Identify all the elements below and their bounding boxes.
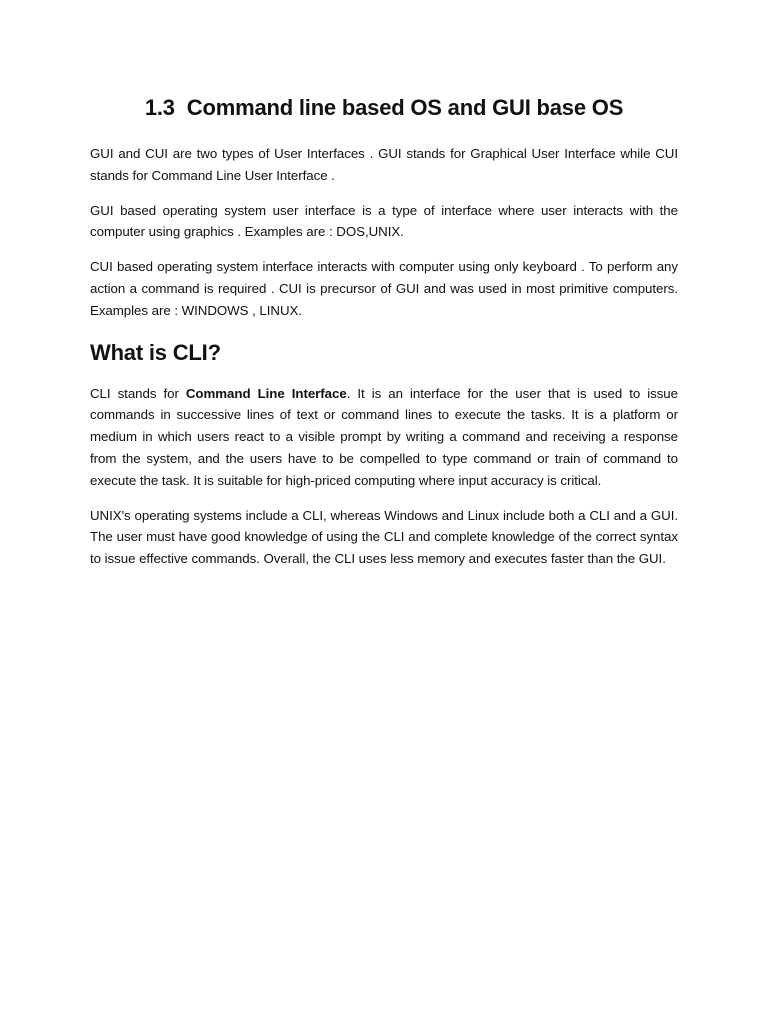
cli-bold-term: Command Line Interface (185, 385, 347, 401)
intro-paragraph-1: GUI and CUI are two types of User Interfaces . GUI stands for Graphical User Interface while CUI stands for Command Line User Interface . (90, 146, 678, 183)
cli-subheading: What is CLI? (90, 339, 221, 365)
cli-paragraph (90, 383, 678, 492)
section-title (90, 92, 678, 124)
document-content (90, 92, 678, 583)
intro-paragraph-2: GUI based operating system user interface is a type of interface where user interacts with the computer using graphics . Examples are : DOS,UNIX. (90, 202, 678, 240)
cli-paragraph-prefix: CLI stands for (90, 385, 186, 401)
cli-paragraph-rest: . It is an interface for the user that is used to issue commands in successive lines of text or command lines to execute the tasks. It is a platform or medium in which users react to a visible prompt by writing a command and receiving a response from the system, and the users have to be compelled to type command or train of command to execute the task. It is suitable for high-priced computing where input accuracy is critical. (90, 385, 679, 488)
closing-paragraph: UNIX's operating systems include a CLI, whereas Windows and Linux include both a CLI and a GUI. The user must have good knowledge of using the CLI and complete knowledge of the correct syntax to issue effective commands. Overall, the CLI uses less memory and executes faster than the GUI. (90, 507, 678, 567)
intro-paragraph-3: CUI based operating system interface interacts with computer using only keyboard . To perform any action a command is required . CUI is precursor of GUI and was used in most primitive computers. Examples are : WINDOWS , LINUX. (90, 259, 678, 318)
section-number: 1.3 (144, 95, 175, 120)
section-title-text: Command line based OS and GUI base OS (186, 95, 624, 120)
